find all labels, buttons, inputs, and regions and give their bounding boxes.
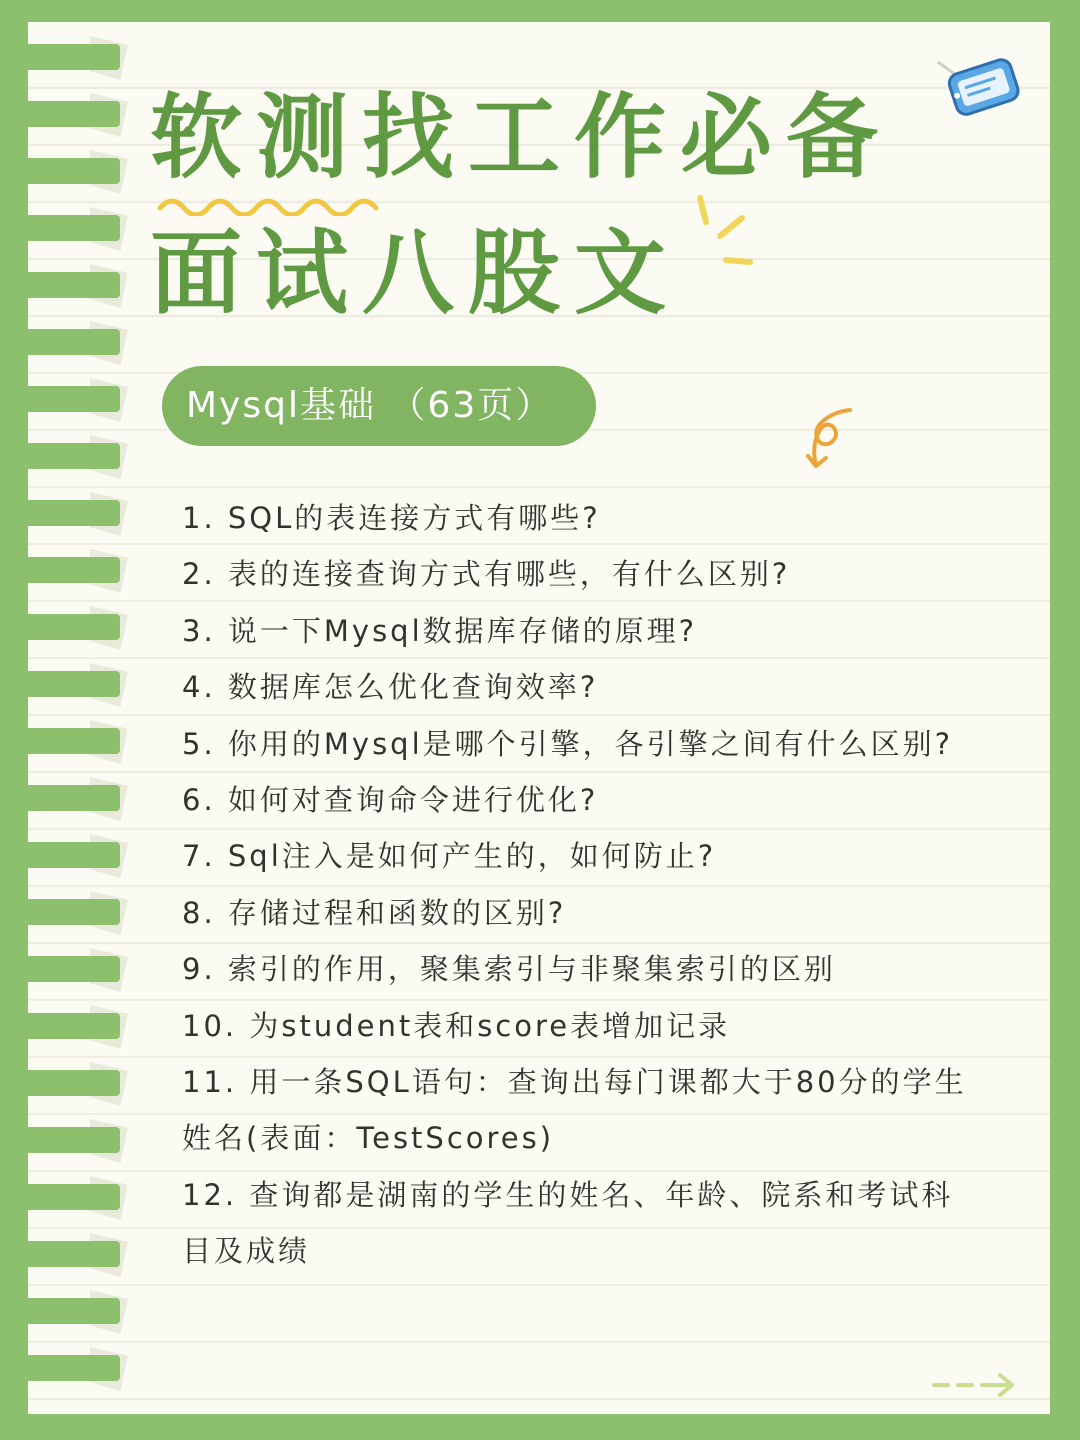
spiral-notch: [28, 834, 128, 878]
luggage-tag-icon: [928, 48, 1024, 124]
question-item: 12. 查询都是湖南的学生的姓名、年龄、院系和考试科目及成绩: [182, 1177, 954, 1269]
question-item: 8. 存储过程和函数的区别?: [182, 895, 567, 930]
swirl-arrow-icon: [800, 406, 860, 470]
question-item: 7. Sql注入是如何产生的，如何防止?: [182, 839, 717, 874]
question-item: 11. 用一条SQL语句：查询出每门课都大于80分的学生姓名(表面：TestScores): [182, 1065, 967, 1156]
spiral-notch: [28, 948, 128, 992]
spiral-notch: [28, 1062, 128, 1106]
title-line-2: 面试八股文: [150, 220, 681, 327]
title-line-1: 软测找工作必备: [150, 84, 893, 191]
spiral-notch: [28, 36, 128, 80]
question-list: [182, 490, 982, 1280]
question-item: 9. 索引的作用，聚集索引与非聚集索引的区别: [182, 952, 836, 987]
spiral-notch: [28, 777, 128, 821]
section-tag: Mysql基础 （63页）: [162, 366, 596, 446]
spiral-notch: [28, 1290, 128, 1334]
question-item: 2. 表的连接查询方式有哪些，有什么区别?: [182, 557, 791, 592]
spiral-notch: [28, 378, 128, 422]
spiral-notch: [28, 207, 128, 251]
question-item: 5. 你用的Mysql是哪个引擎，各引擎之间有什么区别?: [182, 726, 954, 761]
dashed-arrow-icon: [930, 1370, 1020, 1400]
spiral-notch: [28, 720, 128, 764]
spiral-notch: [28, 1347, 128, 1391]
spiral-notch: [28, 663, 128, 707]
question-item: 4. 数据库怎么优化查询效率?: [182, 670, 599, 705]
spiral-notch: [28, 606, 128, 650]
question-item: 3. 说一下Mysql数据库存储的原理?: [182, 613, 698, 648]
spiral-notch: [28, 1005, 128, 1049]
spiral-notch: [28, 321, 128, 365]
spiral-notch: [28, 1119, 128, 1163]
question-item: 10. 为student表和score表增加记录: [182, 1008, 731, 1043]
squiggle-underline: [156, 190, 386, 216]
spiral-notch: [28, 549, 128, 593]
question-item: 6. 如何对查询命令进行优化?: [182, 783, 599, 818]
spiral-notch: [28, 891, 128, 935]
spiral-notch: [28, 93, 128, 137]
spiral-notch: [28, 1233, 128, 1277]
spiral-notch: [28, 492, 128, 536]
spiral-notch: [28, 264, 128, 308]
spiral-notches: [28, 22, 138, 1414]
spiral-notch: [28, 435, 128, 479]
sparkle-icon: [690, 192, 760, 282]
spiral-notch: [28, 1176, 128, 1220]
question-item: 1. SQL的表连接方式有哪些?: [182, 501, 601, 535]
spiral-notch: [28, 150, 128, 194]
